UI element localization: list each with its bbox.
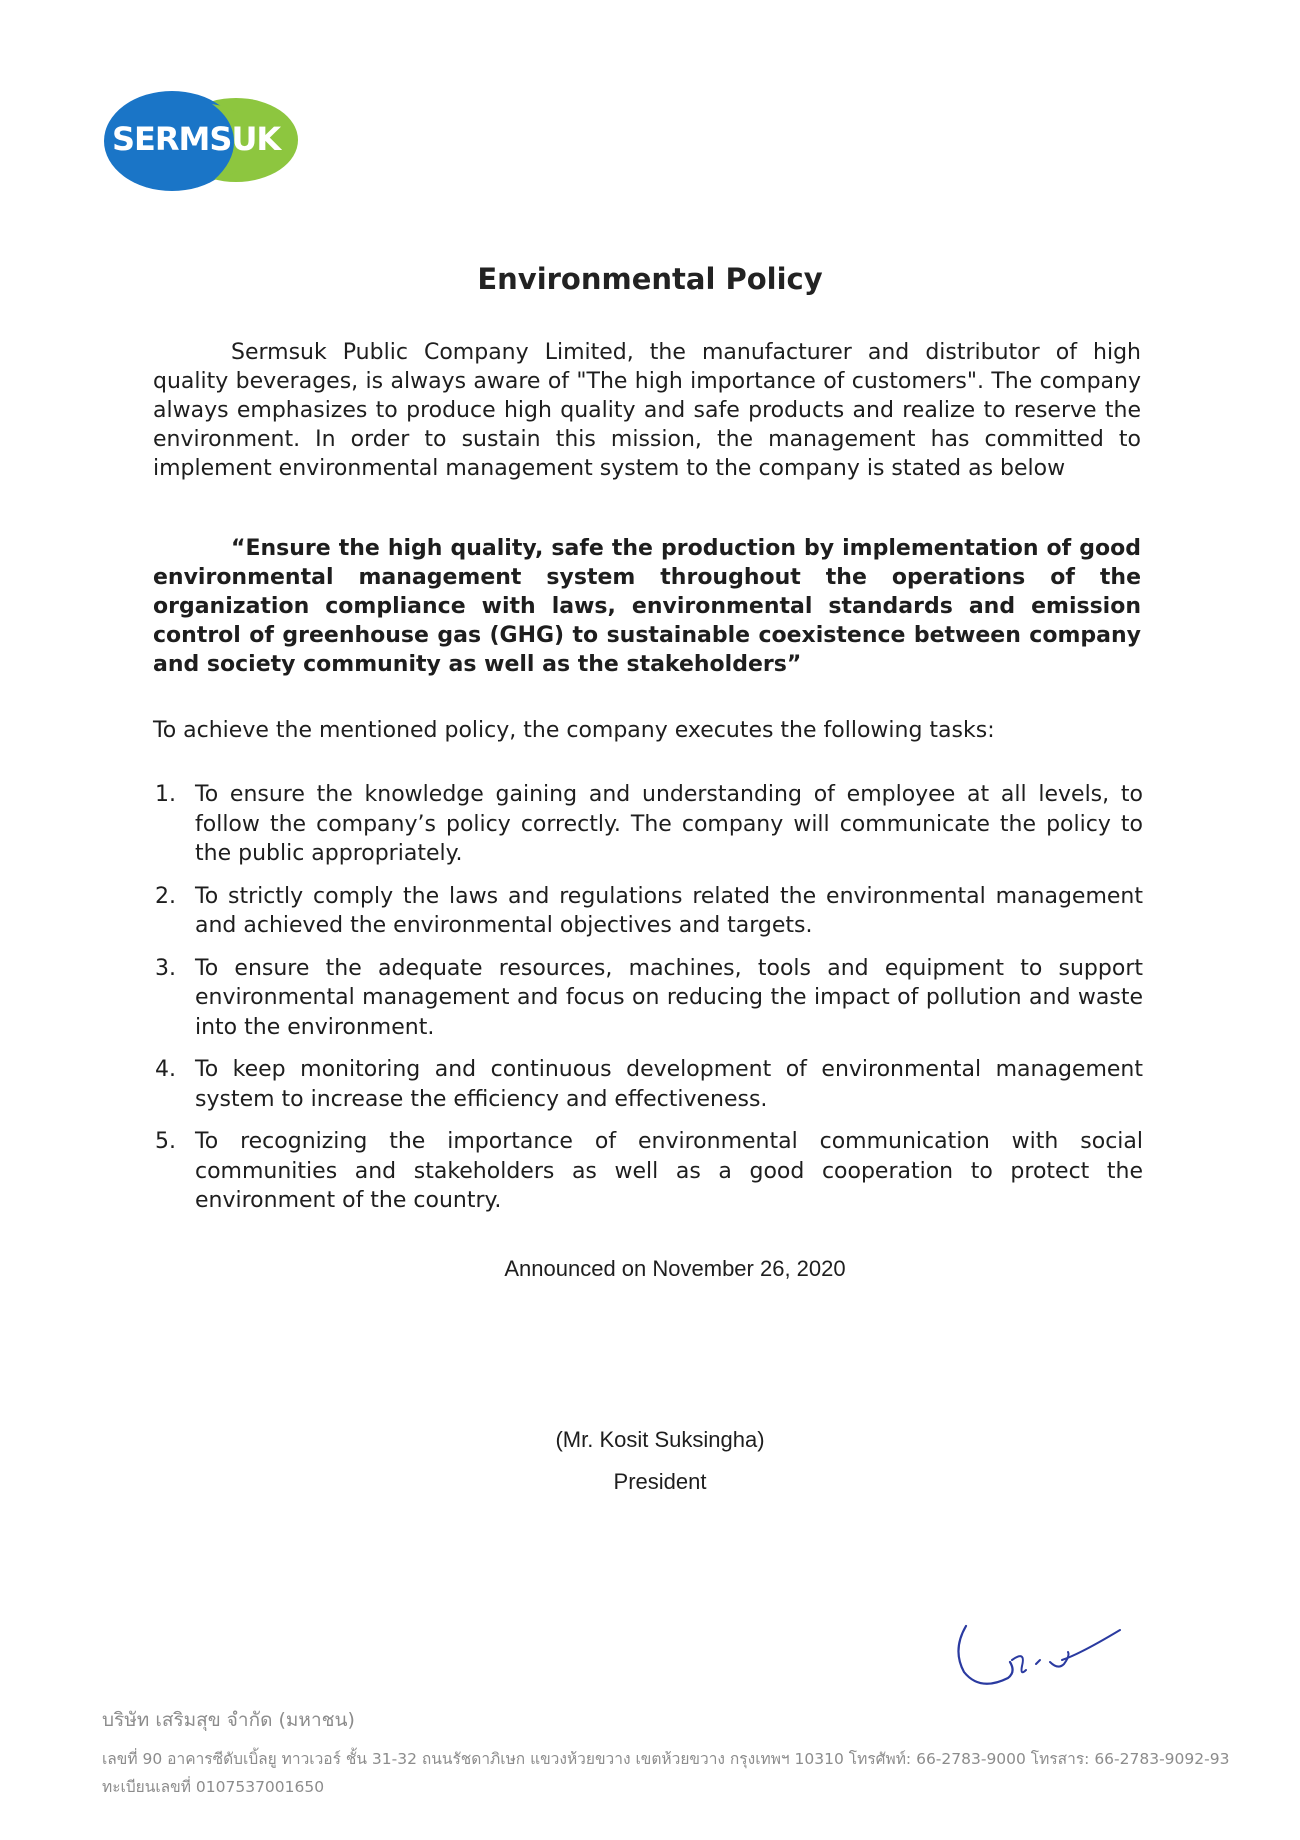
task-item (153, 1055, 1143, 1114)
task-text: To strictly comply the laws and regulations related the environmental management and achieved the environmental objectives and targets. (195, 883, 1143, 938)
task-text: To ensure the knowledge gaining and understanding of employee at all levels, to follow the company’s policy correctly. The company will communicate the policy to the public appropriately. (195, 782, 1143, 866)
task-item (153, 882, 1143, 941)
signer-position: President (613, 1469, 707, 1494)
task-number: 5. (155, 1129, 176, 1154)
task-text: To keep monitoring and continuous development of environmental management system to increase the efficiency and effectiveness. (195, 1057, 1143, 1112)
task-text: To ensure the adequate resources, machines, tools and equipment to support environmental management and focus on reducing the impact of pollution and waste into the environment. (195, 955, 1143, 1040)
letterhead-footer (102, 1705, 1229, 1801)
task-number: 3. (155, 955, 176, 981)
company-logo (102, 90, 302, 192)
page-title: Environmental Policy (477, 262, 823, 296)
footer-address: เลขที่ 90 อาคารซีดับเบิ้ลยู ทาวเวอร์ ชั้น 31-32 ถนนรัชดาภิเษก แขวงห้วยขวาง เขตห้วยขวาง กรุงเทพฯ 10310 โทรศัพท์: 66-2783-9000 โทรสาร: 66-2783-9092-93 (102, 1750, 1230, 1768)
task-item (153, 954, 1143, 1043)
handwritten-signature (950, 1620, 1130, 1695)
footer-company-name: บริษัท เสริมสุข จำกัด (มหาชน) (102, 1709, 355, 1731)
task-text: To recognizing the importance of environmental communication with social communities and stakeholders as well as a good cooperation to protect the environment of the country. (195, 1129, 1143, 1213)
tasks-intro: To achieve the mentioned policy, the company executes the following tasks: (153, 718, 995, 743)
task-number: 4. (155, 1057, 176, 1082)
task-item (153, 780, 1143, 869)
intro-paragraph: Sermsuk Public Company Limited, the manufacturer and distributor of high quality beverages, is always aware of "The high importance of customers". The company always emphasizes to produce high quality and safe products and realize to reserve the environment. In order to sustain this mission, the management has committed to implement environmental management system to the company is stated as below (153, 340, 1141, 481)
task-number: 2. (155, 883, 176, 909)
announcement-date: Announced on November 26, 2020 (504, 1256, 846, 1281)
signer-name: (Mr. Kosit Suksingha) (555, 1427, 765, 1452)
task-list (153, 780, 1143, 1229)
footer-registration: ทะเบียนเลขที่ 0107537001650 (102, 1778, 325, 1796)
task-number: 1. (155, 782, 176, 807)
signer-block (0, 1419, 1300, 1503)
task-item (153, 1127, 1143, 1216)
policy-statement: “Ensure the high quality, safe the production by implementation of good environmental management system throughout the operations of the organization compliance with laws, environmental standards and emission control of greenhouse gas (GHG) to sustainable coexistence between company and society community as well as the stakeholders” (153, 536, 1141, 677)
logo-text: SERMSUK (112, 120, 281, 158)
